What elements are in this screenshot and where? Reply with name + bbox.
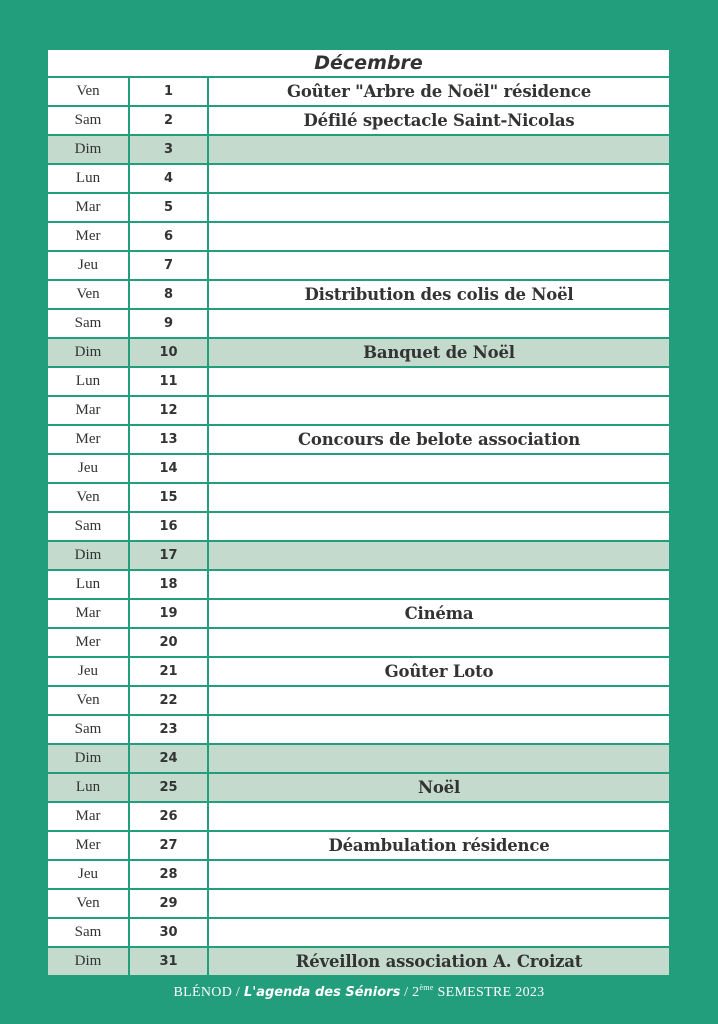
event-cell: [208, 744, 669, 773]
calendar-row: [48, 802, 669, 831]
calendar-row: [48, 889, 669, 918]
calendar-row: [48, 715, 669, 744]
day-number-cell: 29: [129, 889, 208, 918]
event-cell: [208, 628, 669, 657]
month-title: Décembre: [314, 52, 423, 74]
calendar-row: [48, 425, 669, 454]
day-name-cell: Ven: [48, 483, 129, 512]
day-number-cell: 14: [129, 454, 208, 483]
day-name-cell: Ven: [48, 889, 129, 918]
calendar-table: [48, 78, 669, 975]
event-cell: Défilé spectacle Saint-Nicolas: [208, 106, 669, 135]
calendar-row: [48, 947, 669, 975]
day-number-cell: 1: [129, 78, 208, 106]
day-name-cell: Ven: [48, 686, 129, 715]
day-name-cell: Dim: [48, 744, 129, 773]
day-number-cell: 8: [129, 280, 208, 309]
calendar-row: [48, 454, 669, 483]
footer-brand: L'agenda des Séniors: [243, 985, 401, 1000]
day-number-cell: 11: [129, 367, 208, 396]
event-cell: Cinéma: [208, 599, 669, 628]
calendar-row: [48, 251, 669, 280]
day-name-cell: Mer: [48, 831, 129, 860]
day-number-cell: 7: [129, 251, 208, 280]
day-number-cell: 28: [129, 860, 208, 889]
calendar-row: [48, 918, 669, 947]
event-cell: [208, 541, 669, 570]
day-number-cell: 12: [129, 396, 208, 425]
calendar-row: [48, 135, 669, 164]
event-cell: Distribution des colis de Noël: [208, 280, 669, 309]
day-name-cell: Sam: [48, 918, 129, 947]
day-number-cell: 27: [129, 831, 208, 860]
calendar-row: [48, 599, 669, 628]
day-number-cell: 22: [129, 686, 208, 715]
event-cell: Déambulation résidence: [208, 831, 669, 860]
day-name-cell: Sam: [48, 512, 129, 541]
day-number-cell: 25: [129, 773, 208, 802]
day-number-cell: 23: [129, 715, 208, 744]
day-name-cell: Dim: [48, 338, 129, 367]
day-name-cell: Mar: [48, 599, 129, 628]
footer-separator-2: /: [404, 985, 409, 1000]
calendar-row: [48, 193, 669, 222]
calendar-row: [48, 686, 669, 715]
day-number-cell: 3: [129, 135, 208, 164]
event-cell: [208, 309, 669, 338]
footer-town: BLÉNOD: [173, 985, 233, 1000]
calendar-row: [48, 78, 669, 106]
day-number-cell: 2: [129, 106, 208, 135]
event-cell: [208, 396, 669, 425]
calendar-row: [48, 338, 669, 367]
day-name-cell: Dim: [48, 947, 129, 975]
calendar-row: [48, 309, 669, 338]
day-number-cell: 4: [129, 164, 208, 193]
event-cell: [208, 512, 669, 541]
day-name-cell: Jeu: [48, 251, 129, 280]
calendar-row: [48, 773, 669, 802]
event-cell: Goûter Loto: [208, 657, 669, 686]
calendar-row: [48, 570, 669, 599]
calendar-row: [48, 164, 669, 193]
calendar-row: [48, 628, 669, 657]
day-name-cell: Mar: [48, 396, 129, 425]
event-cell: [208, 367, 669, 396]
calendar-row: [48, 367, 669, 396]
day-name-cell: Mar: [48, 802, 129, 831]
calendar-row: [48, 396, 669, 425]
day-number-cell: 21: [129, 657, 208, 686]
day-number-cell: 26: [129, 802, 208, 831]
event-cell: Réveillon association A. Croizat: [208, 947, 669, 975]
event-cell: [208, 164, 669, 193]
day-name-cell: Dim: [48, 135, 129, 164]
event-cell: [208, 135, 669, 164]
footer-semester-sup: ème: [419, 983, 434, 992]
event-cell: [208, 889, 669, 918]
day-name-cell: Lun: [48, 367, 129, 396]
day-name-cell: Lun: [48, 570, 129, 599]
calendar-row: [48, 860, 669, 889]
day-number-cell: 19: [129, 599, 208, 628]
calendar-row: [48, 657, 669, 686]
day-name-cell: Mer: [48, 222, 129, 251]
day-name-cell: Lun: [48, 773, 129, 802]
day-name-cell: Sam: [48, 309, 129, 338]
event-cell: [208, 802, 669, 831]
day-number-cell: 24: [129, 744, 208, 773]
day-number-cell: 10: [129, 338, 208, 367]
event-cell: [208, 222, 669, 251]
footer-semester: [412, 985, 544, 1000]
event-cell: [208, 193, 669, 222]
event-cell: [208, 483, 669, 512]
month-header: [48, 50, 669, 78]
day-name-cell: Dim: [48, 541, 129, 570]
day-name-cell: Mer: [48, 628, 129, 657]
calendar-row: [48, 483, 669, 512]
event-cell: Concours de belote association: [208, 425, 669, 454]
day-name-cell: Jeu: [48, 860, 129, 889]
day-number-cell: 5: [129, 193, 208, 222]
day-number-cell: 9: [129, 309, 208, 338]
day-name-cell: Sam: [48, 106, 129, 135]
event-cell: [208, 918, 669, 947]
calendar-row: [48, 280, 669, 309]
day-name-cell: Lun: [48, 164, 129, 193]
day-number-cell: 6: [129, 222, 208, 251]
day-number-cell: 30: [129, 918, 208, 947]
day-name-cell: Jeu: [48, 657, 129, 686]
footer-separator-1: /: [235, 985, 241, 1000]
calendar-sheet: [48, 50, 669, 975]
event-cell: [208, 570, 669, 599]
calendar-row: [48, 222, 669, 251]
calendar-row: [48, 106, 669, 135]
event-cell: Noël: [208, 773, 669, 802]
day-name-cell: Ven: [48, 78, 129, 106]
day-number-cell: 17: [129, 541, 208, 570]
footer-semester-text: SEMESTRE 2023: [437, 985, 545, 1000]
event-cell: Goûter "Arbre de Noël" résidence: [208, 78, 669, 106]
day-number-cell: 20: [129, 628, 208, 657]
event-cell: [208, 454, 669, 483]
day-number-cell: 16: [129, 512, 208, 541]
calendar-row: [48, 541, 669, 570]
day-name-cell: Ven: [48, 280, 129, 309]
day-number-cell: 31: [129, 947, 208, 975]
day-name-cell: Mar: [48, 193, 129, 222]
event-cell: [208, 860, 669, 889]
calendar-row: [48, 512, 669, 541]
event-cell: [208, 686, 669, 715]
day-name-cell: Sam: [48, 715, 129, 744]
day-number-cell: 15: [129, 483, 208, 512]
calendar-row: [48, 744, 669, 773]
day-number-cell: 18: [129, 570, 208, 599]
day-name-cell: Jeu: [48, 454, 129, 483]
footer-semester-num: 2: [412, 985, 420, 1000]
event-cell: [208, 715, 669, 744]
calendar-row: [48, 831, 669, 860]
page-footer: [0, 983, 718, 1001]
event-cell: [208, 251, 669, 280]
event-cell: Banquet de Noël: [208, 338, 669, 367]
day-name-cell: Mer: [48, 425, 129, 454]
day-number-cell: 13: [129, 425, 208, 454]
